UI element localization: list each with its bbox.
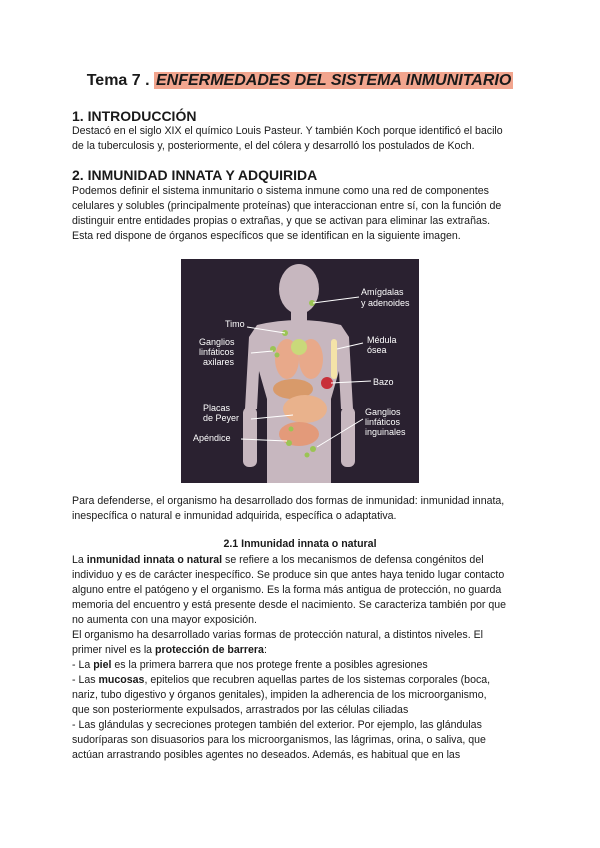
label-apendice: Apéndice xyxy=(193,433,231,443)
label-placas-line-2: de Peyer xyxy=(203,413,240,423)
defense-line-2: inespecífica o natural e inmunidad adquirida, específica o adaptativa. xyxy=(72,510,397,522)
tail-line-5: actúan arrastrando posibles agentes no deseados. Además, es habitual que en las xyxy=(72,749,461,761)
innate-line-4: memoria del encuentro y está presente desde el nacimiento. Se caracteriza también por que xyxy=(72,599,506,611)
skin-pre: - La xyxy=(72,659,94,671)
section-2-heading: 2. INMUNIDAD INNATA Y ADQUIRIDA xyxy=(72,167,318,183)
label-placas-line-1: Placas xyxy=(203,403,231,413)
label-medula-line-2: ósea xyxy=(367,345,387,355)
innate-line-1-pre: La xyxy=(72,554,87,566)
barrier-bold: protección de barrera xyxy=(155,644,264,656)
barrier-pre: primer nivel es la xyxy=(72,644,156,656)
defense-line-1: Para defenderse, el organismo ha desarrollado dos formas de inmunidad: inmunidad innata, xyxy=(72,495,505,507)
mucosa-line xyxy=(72,673,532,688)
title-prefix: Tema 7 . xyxy=(86,72,154,89)
subsection-heading: 2.1 Inmunidad innata o natural xyxy=(223,538,377,550)
barrier-line xyxy=(72,643,532,658)
skin-bold: piel xyxy=(93,659,112,671)
section-2-line-3: distinguir entre entidades propias o extrañas, y que se activan para eliminar las extrañas. xyxy=(72,215,491,227)
label-amigdalas-line-1: Amígdalas xyxy=(361,287,404,297)
body-silhouette xyxy=(243,264,355,483)
label-ganglios-inguinales-line-2: linfáticos xyxy=(365,417,401,427)
innate-line-2: individuo y es de carácter inespecífico. Se produce sin que antes haya tenido lugar contacto xyxy=(72,569,505,581)
label-ganglios-inguinales-line-3: inguinales xyxy=(365,427,406,437)
title-highlight: ENFERMEDADES DEL SISTEMA INMUNITARIO xyxy=(156,72,512,89)
innate-line-1-post: se refiere a los mecanismos de defensa congénitos del xyxy=(222,554,484,566)
innate-line-3: alguno entre el patógeno y el organismo. Es la forma más antigua de protección, no guarda xyxy=(72,584,502,596)
page-title xyxy=(0,72,600,90)
innate-line-1-bold: inmunidad innata o natural xyxy=(86,554,223,566)
label-ganglios-inguinales-line-1: Ganglios xyxy=(365,407,401,417)
skin-post: es la primera barrera que nos protege frente a posibles agresiones xyxy=(111,659,428,671)
tail-line-1: nariz, tubo digestivo y órganos genitales), impiden la adherencia de los microorganismo, xyxy=(72,689,487,701)
tail-line-2: que son posteriormente expulsados, arrastrados por las células ciliadas xyxy=(72,704,409,716)
innate-line-6: El organismo ha desarrollado varias formas de protección natural, a distintos niveles. El xyxy=(72,629,484,641)
immune-system-figure xyxy=(181,259,419,483)
tail-line-3: - Las glándulas y secreciones protegen también del exterior. Por ejemplo, las glándulas xyxy=(72,719,482,731)
label-ganglios-axilares-line-3: axilares xyxy=(203,357,235,367)
immune-system-illustration xyxy=(181,259,419,483)
section-2-line-1: Podemos definir el sistema inmunitario o sistema inmune como una red de componentes xyxy=(72,185,489,197)
section-2-line-4: Esta red dispone de órganos específicos que se identifican en la siguiente imagen. xyxy=(72,230,461,242)
label-medula-line-1: Médula xyxy=(367,335,397,345)
skin-line xyxy=(72,658,532,673)
mucosa-pre: - Las xyxy=(72,674,99,686)
label-ganglios-axilares-line-1: Ganglios xyxy=(199,337,235,347)
barrier-post: : xyxy=(263,644,267,656)
section-1-line-2: de la tuberculosis y, posteriormente, el del cólera y desarrolló los postulados de Koch. xyxy=(72,140,475,152)
label-bazo: Bazo xyxy=(373,377,394,387)
mucosa-post: , epitelios que recubren aquellas partes de los sistemas corporales (boca, xyxy=(144,674,491,686)
label-ganglios-axilares-line-2: linfáticos xyxy=(199,347,235,357)
label-timo: Timo xyxy=(225,319,245,329)
section-2-line-2: celulares y solubles (principalmente proteínas) que interaccionan entre sí, con la función de xyxy=(72,200,502,212)
section-1-line-1: Destacó en el siglo XIX el químico Louis Pasteur. Y también Koch porque identificó el bacilo xyxy=(72,125,503,137)
innate-line-1 xyxy=(72,553,532,568)
label-amigdalas-line-2: y adenoides xyxy=(361,298,410,308)
section-1-heading: 1. INTRODUCCIÓN xyxy=(72,108,197,124)
innate-line-5: no aumenta con una mayor exposición. xyxy=(72,614,257,626)
tail-line-4: sudoríparas son disuasorios para los microorganismos, las lágrimas, orina, o saliva, que xyxy=(72,734,486,746)
mucosa-bold: mucosas xyxy=(98,674,145,686)
